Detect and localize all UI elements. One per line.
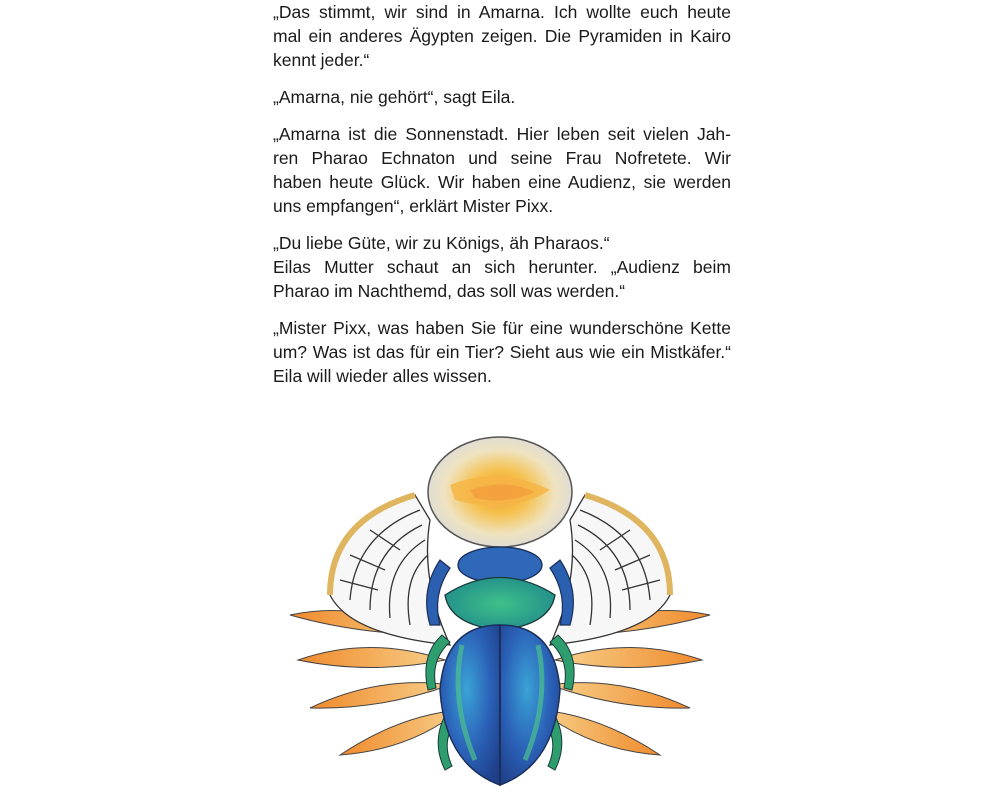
text-line: „Amarna, nie gehört“, sagt Eila. <box>273 87 516 107</box>
text-line: mal ein anderes Ägypten zeigen. Die Pyramiden in Kairo <box>273 26 731 46</box>
text-line: „Amarna ist die Sonnenstadt. Hier leben seit vielen Jah- <box>273 124 731 144</box>
scarab-thorax <box>445 578 555 631</box>
text-line: um? Was ist das für ein Tier? Sieht aus wie ein Mistkäfer.“ <box>273 342 731 362</box>
scarab-illustration <box>270 420 730 800</box>
paragraph-5 <box>273 316 731 388</box>
text-line: kennt jeder.“ <box>273 50 370 70</box>
text-line: Eila will wieder alles wissen. <box>273 366 492 386</box>
text-line: Eilas Mutter schaut an sich herunter. „Audienz beim <box>273 257 731 277</box>
text-line: ren Pharao Echnaton und seine Frau Nofretete. Wir <box>273 148 731 168</box>
text-line: „Mister Pixx, was haben Sie für eine wunderschöne Kette <box>273 318 731 338</box>
story-text <box>273 0 731 401</box>
scarab-shell <box>440 625 560 785</box>
sun-disc-icon <box>428 437 572 547</box>
text-line: uns empfangen“, erklärt Mister Pixx. <box>273 196 554 216</box>
paragraph-1 <box>273 0 731 72</box>
paragraph-3 <box>273 122 731 218</box>
text-line: „Das stimmt, wir sind in Amarna. Ich wollte euch heute <box>273 2 731 22</box>
paragraph-2 <box>273 85 731 109</box>
scarab-icon <box>270 420 730 800</box>
text-line: „Du liebe Güte, wir zu Königs, äh Pharaos.“ <box>273 233 610 253</box>
text-line: haben heute Glück. Wir haben eine Audienz, sie werden <box>273 172 731 192</box>
text-line: Pharao im Nachthemd, das soll was werden.“ <box>273 281 626 301</box>
paragraph-4 <box>273 231 731 303</box>
